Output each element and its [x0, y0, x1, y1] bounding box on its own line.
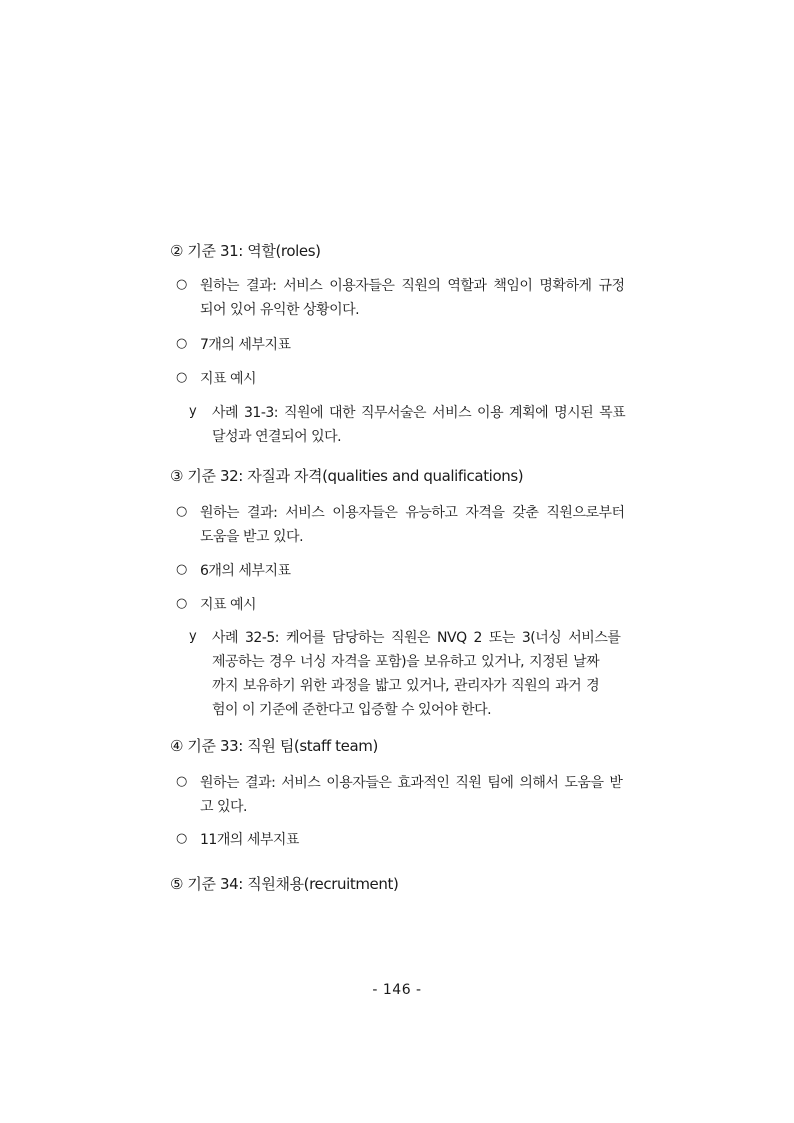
text-line: 달성과 연결되어 있다. — [212, 429, 342, 445]
bullet-desired-outcome — [200, 274, 658, 322]
text-line: 지표 예시 — [200, 371, 257, 387]
case-marker: y — [189, 404, 197, 419]
bullet-indicator-example — [200, 367, 658, 391]
bullet-marker: ○ — [176, 596, 188, 611]
text-line: 7개의 세부지표 — [200, 337, 291, 353]
bullet-marker: ○ — [176, 370, 188, 385]
section-heading-standard-34: ⑤ 기준 34: 직원채용(recruitment) — [170, 875, 399, 893]
bullet-marker: ○ — [176, 504, 188, 519]
bullet-indicator-count — [200, 559, 658, 583]
text-line: 사례 32-5: 케어를 담당하는 직원은 NVQ 2 또는 3(너싱 서비스를 — [212, 630, 621, 646]
bullet-indicator-example — [200, 593, 658, 617]
text-line: 까지 보유하기 위한 과정을 밟고 있거나, 관리자가 직원의 과거 경 — [212, 678, 600, 694]
text-line: 되어 있어 유익한 상황이다. — [200, 302, 360, 318]
section-heading-standard-32: ③ 기준 32: 자질과 자격(qualities and qualifications) — [170, 467, 524, 485]
bullet-indicator-count — [200, 333, 658, 357]
text-line: 11개의 세부지표 — [200, 832, 299, 848]
bullet-marker: ○ — [176, 831, 188, 846]
section-heading-standard-31: ② 기준 31: 역할(roles) — [170, 242, 321, 260]
text-line: 6개의 세부지표 — [200, 563, 291, 579]
bullet-marker: ○ — [176, 562, 188, 577]
text-line: 고 있다. — [200, 799, 247, 815]
bullet-indicator-count — [200, 828, 658, 852]
text-line: 제공하는 경우 너싱 자격을 포함)을 보유하고 있거나, 지정된 날짜 — [212, 654, 600, 670]
text-line: 험이 이 기준에 준한다고 입증할 수 있어야 한다. — [212, 702, 492, 718]
bullet-desired-outcome — [200, 771, 658, 819]
text-line: 원하는 결과: 서비스 이용자들은 유능하고 자격을 갖춘 직원으로부터 — [200, 505, 625, 521]
case-example-32-5 — [212, 626, 658, 722]
bullet-marker: ○ — [176, 774, 188, 789]
text-line: 도움을 받고 있다. — [200, 529, 304, 545]
bullet-marker: ○ — [176, 277, 188, 292]
page-number: - 146 - — [372, 982, 422, 998]
case-marker: y — [189, 629, 197, 644]
text-line: 지표 예시 — [200, 597, 257, 613]
text-line: 원하는 결과: 서비스 이용자들은 효과적인 직원 팀에 의해서 도움을 받 — [200, 775, 623, 791]
case-example-31-3 — [212, 401, 658, 449]
text-line: 원하는 결과: 서비스 이용자들은 직원의 역할과 책임이 명확하게 규정 — [200, 278, 625, 294]
section-heading-standard-33: ④ 기준 33: 직원 팀(staff team) — [170, 737, 378, 755]
text-line: 사례 31-3: 직원에 대한 직무서술은 서비스 이용 계획에 명시된 목표 — [212, 405, 626, 421]
bullet-desired-outcome — [200, 501, 658, 549]
bullet-marker: ○ — [176, 336, 188, 351]
